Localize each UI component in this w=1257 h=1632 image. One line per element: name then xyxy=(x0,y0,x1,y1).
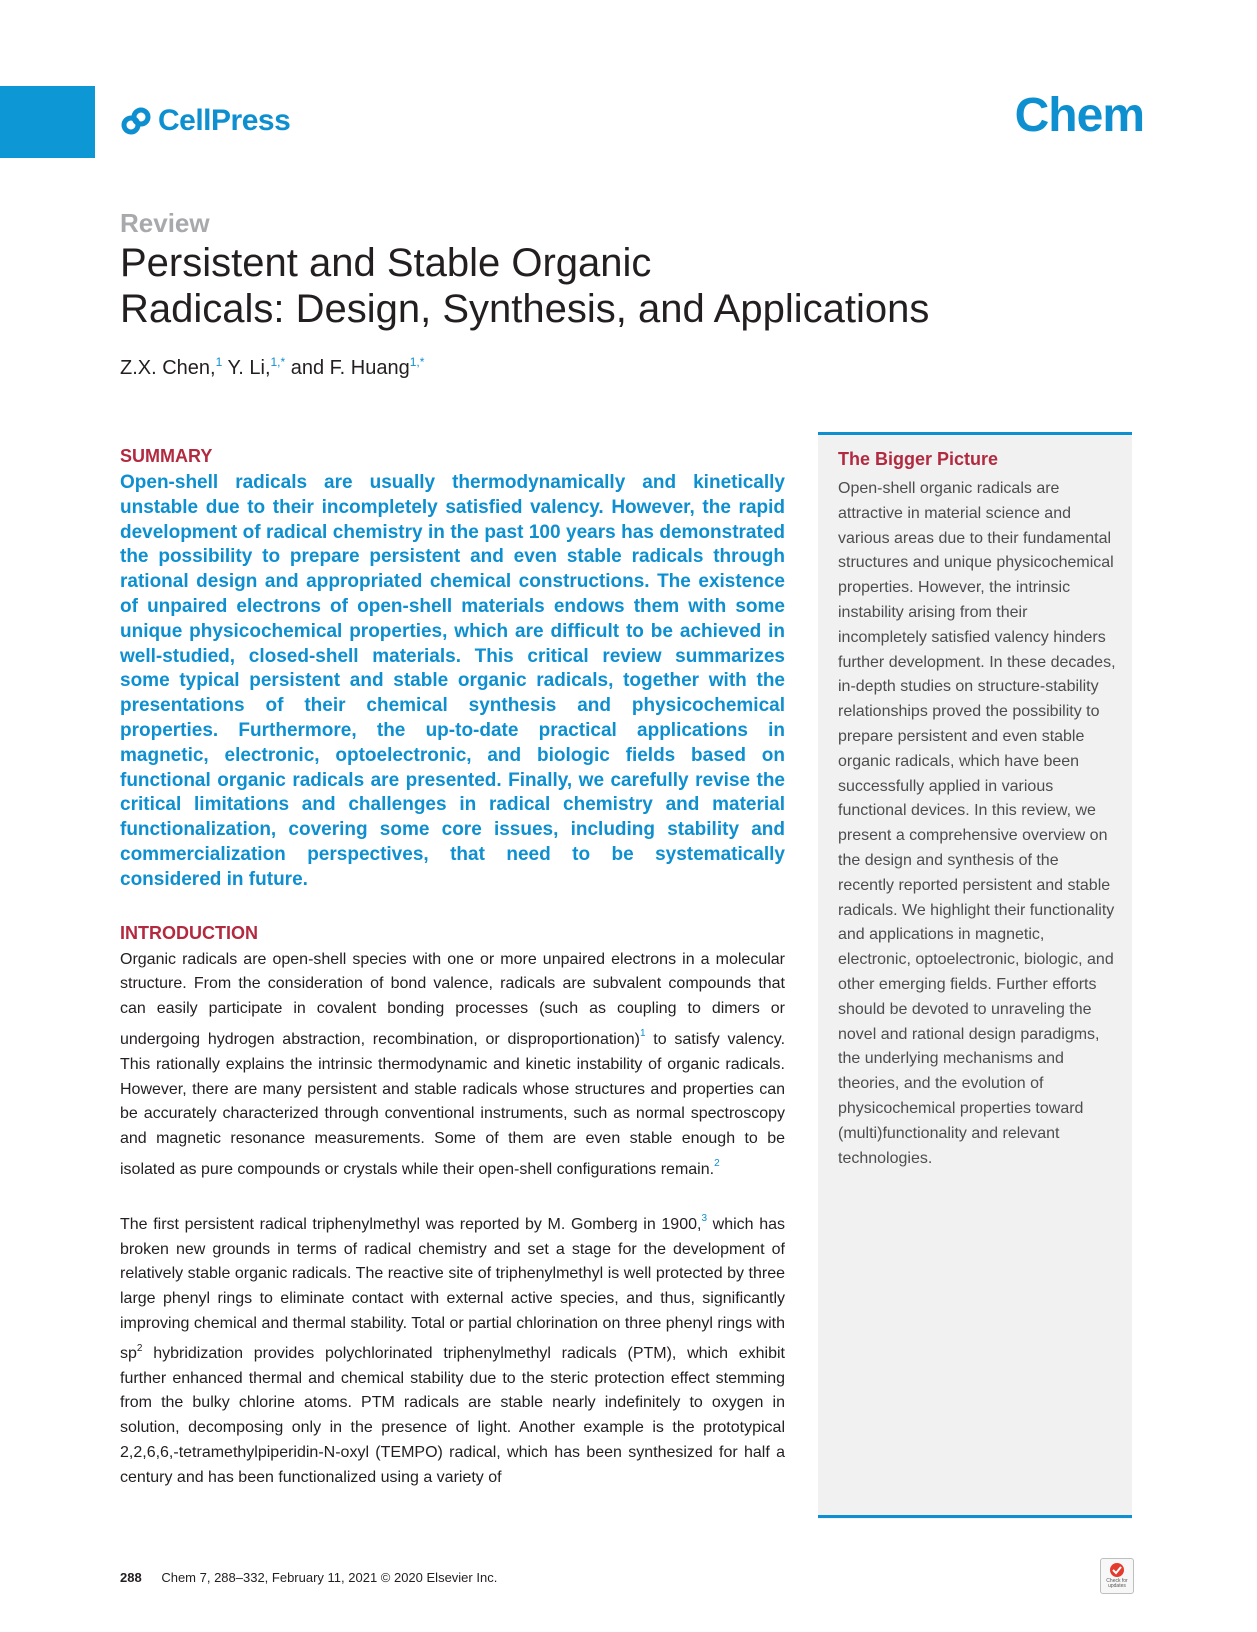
check-for-updates-button[interactable] xyxy=(1100,1558,1134,1594)
check-for-updates-icon xyxy=(1109,1562,1125,1578)
reference-link[interactable]: 3 xyxy=(701,1212,708,1224)
paragraph-text: hybridization provides polychlorinated triphenylmethyl radicals (PTM), which exhibit further enhanced thermal and chemical stability due to the steric protection effect stemming from the bulky chlorine atoms. PTM radicals are stable nearly indefinitely to oxygen in solution, decomposing only in the presence of light. Another example is the prototypical 2,2,6,6,-tetramethylpiperidin-N-oxyl (TEMPO) radical, which has been synthesized for half a century and has been functionalized using a variety of xyxy=(120,1344,785,1486)
paragraph-text: to satisfy valency. This rationally explains the intrinsic thermodynamic and kinetic instability of organic radicals. However, there are many persistent and stable radicals whose structures and properties can be accurately characterized through conventional instruments, such as normal spectroscopy and magnetic resonance measurements. Some of them are even stable enough to be isolated as pure compounds or crystals while their open-shell configurations remain. xyxy=(120,1030,786,1178)
affiliation-ref[interactable]: 1,* xyxy=(270,355,286,369)
superscript: 2 xyxy=(136,1342,143,1354)
reference-link[interactable]: 1 xyxy=(639,1027,646,1039)
paragraph-text: which has broken new grounds in terms of radical chemistry and set a stage for the development of relatively stable organic radicals. The reactive site of triphenylmethyl is well protected by three large phenyl rings to eliminate contact with external active species, and thus, significantly improving chemical and thermal stability. Total or partial chlorination on three phenyl rings with sp xyxy=(120,1215,786,1362)
page-number: 288 xyxy=(120,1570,142,1585)
introduction-heading: INTRODUCTION xyxy=(120,922,258,943)
author-list xyxy=(120,355,424,380)
publisher-name: CellPress xyxy=(158,104,291,137)
brand-color-tab xyxy=(0,86,95,158)
author-name: Z.X. Chen, xyxy=(120,357,216,379)
page-footer xyxy=(120,1570,497,1585)
article-title xyxy=(120,240,1020,332)
article-type: Review xyxy=(120,208,210,238)
journal-logo[interactable]: Chem xyxy=(1014,89,1144,142)
author-name: and F. Huang xyxy=(290,357,410,379)
bigger-picture-heading: The Bigger Picture xyxy=(838,449,999,469)
title-line-2: Radicals: Design, Synthesis, and Applications xyxy=(120,287,930,331)
intro-paragraph-1 xyxy=(120,948,785,1183)
author-name: Y. Li, xyxy=(227,357,271,379)
citation-line: Chem 7, 288–332, February 11, 2021 © 2020 Elsevier Inc. xyxy=(161,1570,498,1585)
affiliation-ref[interactable]: 1,* xyxy=(409,355,425,369)
title-line-1: Persistent and Stable Organic xyxy=(120,241,652,285)
paragraph-text: Organic radicals are open-shell species with one or more unpaired electrons in a molecular structure. From the consideration of bond valence, radicals are subvalent compounds that can easily participate in covalent bonding processes (such as coupling to dimers or undergoing hydrogen abstraction, recombination, or disproportionation) xyxy=(120,950,785,1048)
main-column xyxy=(120,446,785,1514)
cellpress-logo[interactable] xyxy=(120,104,290,138)
reference-link[interactable]: 2 xyxy=(714,1157,720,1169)
summary-text: Open-shell radicals are usually thermodynamically and kinetically unstable due to their incompletely satisfied valency. However, the rapid development of radical chemistry in the past 100 years has demonstrated the possibility to prepare persistent and even stable radicals through rational design and appropriated chemical constructions. The existence of unpaired electrons of open-shell materials endows them with some unique physicochemical properties, which are difficult to be achieved in well-studied, closed-shell materials. This critical review summarizes some typical persistent and stable organic radicals, together with the presentations of their chemical synthesis and physicochemical properties. Furthermore, the up-to-date practical applications in magnetic, electronic, optoelectronic, and biologic fields based on functional organic radicals are presented. Finally, we carefully revise the critical limitations and challenges in radical chemistry and material functionalization, covering some core issues, including stability and commercialization perspectives, that need to be systematically considered in future. xyxy=(120,472,785,890)
check-for-updates-label: Check for updates xyxy=(1106,1578,1128,1589)
summary-heading: SUMMARY xyxy=(120,446,213,466)
bigger-picture-box xyxy=(818,432,1132,1519)
bigger-picture-text: Open-shell organic radicals are attractive in material science and various areas due to their fundamental structures and unique physicochemical properties. However, the intrinsic instability arising from their incompletely satisfied valency hinders further development. In these decades, in-depth studies on structure-stability relationships proved the possibility to prepare persistent and even stable organic radicals, which have been successfully applied in various functional devices. In this review, we present a comprehensive overview on the design and synthesis of the recently reported persistent and stable radicals. We highlight their functionality and applications in magnetic, electronic, optoelectronic, biologic, and other emerging fields. Further efforts should be devoted to unraveling the novel and rational design paradigms, the underlying mechanisms and theories, and the evolution of physicochemical properties toward (multi)functionality and relevant technologies. xyxy=(838,480,1116,1167)
cellpress-logo-icon xyxy=(120,105,152,137)
paragraph-text: The first persistent radical triphenylmethyl was reported by M. Gomberg in 1900, xyxy=(120,1215,702,1233)
intro-paragraph-2 xyxy=(120,1207,785,1491)
affiliation-ref[interactable]: 1 xyxy=(215,355,223,369)
sidebar-divider xyxy=(818,1515,1132,1518)
